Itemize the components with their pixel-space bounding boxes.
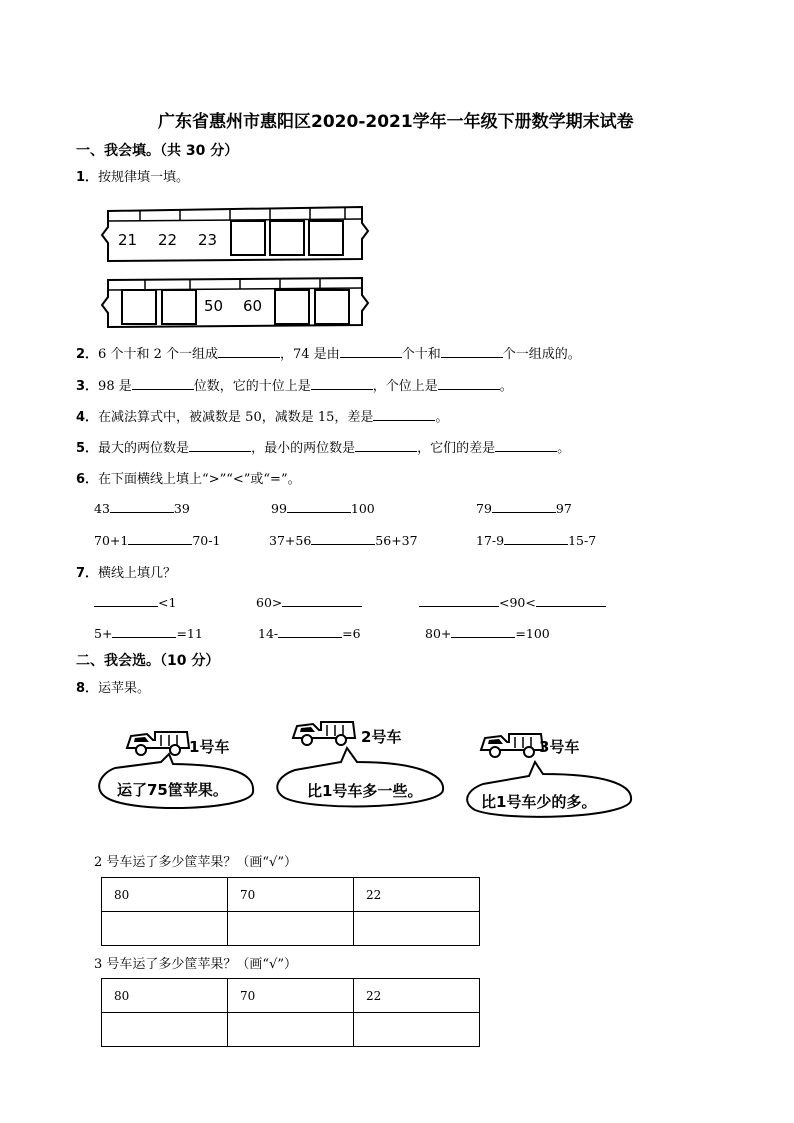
question-text: 。 bbox=[435, 410, 449, 425]
question-number: 1． bbox=[76, 170, 99, 185]
compare-right: 56+37 bbox=[375, 533, 418, 548]
question-4 bbox=[76, 406, 448, 425]
compare-item bbox=[476, 500, 572, 516]
fill-text: <90< bbox=[499, 595, 536, 610]
compare-item bbox=[94, 500, 190, 516]
question-3 bbox=[76, 375, 513, 394]
compare-left: 43 bbox=[94, 501, 110, 516]
strip-number: 60 bbox=[243, 297, 263, 315]
section-2-heading: 二、我会选。（10 分） bbox=[76, 653, 220, 669]
page-title: 广东省惠州市惠阳区2020-2021学年一年级下册数学期末试卷 bbox=[158, 112, 634, 132]
question-number: 6． bbox=[76, 472, 99, 487]
sub-question-1: 2 号车运了多少筐苹果？（画“√”） bbox=[94, 855, 297, 870]
check-cell[interactable] bbox=[228, 912, 354, 946]
answer-blank[interactable] bbox=[504, 532, 568, 545]
option-cell: 80 bbox=[102, 979, 228, 1013]
question-text: ，个位上是 bbox=[372, 379, 438, 394]
compare-left: 79 bbox=[476, 501, 492, 516]
fill-text: =11 bbox=[176, 626, 203, 641]
fill-item bbox=[258, 625, 361, 641]
fill-text: 80+ bbox=[425, 626, 452, 641]
answer-blank[interactable] bbox=[189, 439, 251, 452]
answer-blank[interactable] bbox=[340, 345, 402, 358]
question-text: ，它们的差是 bbox=[417, 441, 496, 456]
compare-item bbox=[476, 532, 596, 548]
compare-right: 39 bbox=[173, 501, 190, 516]
speech-text: 比1号车多一些。 bbox=[307, 782, 423, 800]
check-cell[interactable] bbox=[102, 1013, 228, 1047]
truck-3-icon bbox=[481, 734, 543, 757]
question-text: 个一组成的。 bbox=[502, 347, 581, 362]
question-number: 5． bbox=[76, 441, 99, 456]
answer-box[interactable] bbox=[309, 221, 343, 255]
question-8 bbox=[76, 677, 150, 696]
answer-blank[interactable] bbox=[492, 500, 556, 513]
compare-right: 100 bbox=[350, 501, 375, 516]
fill-text: 60> bbox=[256, 595, 283, 610]
fill-item bbox=[425, 625, 550, 641]
truck-1-icon bbox=[127, 732, 189, 755]
compare-left: 70+1 bbox=[94, 533, 129, 548]
question-1 bbox=[76, 166, 189, 185]
question-2 bbox=[76, 343, 581, 362]
compare-item bbox=[271, 500, 375, 516]
question-text: 98 是 bbox=[98, 379, 132, 394]
truck-label: 2号车 bbox=[361, 728, 402, 746]
strip-number: 22 bbox=[158, 231, 178, 249]
fill-text: =6 bbox=[342, 626, 361, 641]
answer-blank[interactable] bbox=[94, 594, 158, 607]
strip-number: 23 bbox=[198, 231, 218, 249]
answer-blank[interactable] bbox=[132, 377, 194, 390]
choice-table-2 bbox=[101, 978, 480, 1047]
compare-right: 15-7 bbox=[568, 533, 597, 548]
question-number: 2． bbox=[76, 347, 99, 362]
question-number: 4． bbox=[76, 410, 99, 425]
question-text: 6 个十和 2 个一组成 bbox=[98, 347, 218, 362]
answer-blank[interactable] bbox=[441, 345, 503, 358]
number-strip-2 bbox=[100, 275, 370, 331]
question-text: 位数，它的十位上是 bbox=[193, 379, 311, 394]
option-cell: 80 bbox=[102, 878, 228, 912]
answer-box[interactable] bbox=[275, 290, 309, 324]
compare-item bbox=[269, 532, 418, 548]
check-cell[interactable] bbox=[102, 912, 228, 946]
fill-text: =100 bbox=[515, 626, 550, 641]
question-6 bbox=[76, 468, 301, 487]
answer-blank[interactable] bbox=[419, 594, 499, 607]
compare-item bbox=[94, 532, 220, 548]
question-number: 7． bbox=[76, 566, 99, 581]
option-cell: 22 bbox=[354, 979, 480, 1013]
compare-right: 70-1 bbox=[192, 533, 221, 548]
strip-number: 21 bbox=[118, 231, 138, 249]
speech-text: 比1号车少的多。 bbox=[481, 793, 597, 811]
answer-blank[interactable] bbox=[128, 532, 192, 545]
compare-right: 97 bbox=[555, 501, 572, 516]
answer-box[interactable] bbox=[315, 290, 349, 324]
compare-left: 37+56 bbox=[269, 533, 312, 548]
section-1-heading: 一、我会填。（共 30 分） bbox=[76, 143, 239, 159]
question-text: 在减法算式中，被减数是 50，减数是 15，差是 bbox=[98, 410, 374, 425]
answer-blank[interactable] bbox=[373, 408, 435, 421]
compare-left: 17-9 bbox=[476, 533, 505, 548]
option-cell: 70 bbox=[228, 878, 354, 912]
answer-box[interactable] bbox=[122, 290, 156, 324]
answer-box[interactable] bbox=[231, 221, 265, 255]
answer-blank[interactable] bbox=[311, 532, 375, 545]
fill-item bbox=[419, 594, 606, 610]
answer-blank[interactable] bbox=[355, 439, 417, 452]
question-text: 在下面横线上填上“>”“<”或“=”。 bbox=[98, 472, 301, 487]
question-text: 。 bbox=[557, 441, 571, 456]
truck-label: 3号车 bbox=[539, 738, 580, 756]
check-cell[interactable] bbox=[228, 1013, 354, 1047]
question-number: 8． bbox=[76, 681, 99, 696]
answer-box[interactable] bbox=[162, 290, 196, 324]
sub-question-2: 3 号车运了多少筐苹果？（画“√”） bbox=[94, 957, 297, 972]
trucks-illustration bbox=[95, 710, 655, 830]
fill-text: 5+ bbox=[94, 626, 113, 641]
answer-blank[interactable] bbox=[282, 594, 362, 607]
fill-text: <1 bbox=[158, 595, 177, 610]
answer-box[interactable] bbox=[270, 221, 304, 255]
answer-blank[interactable] bbox=[311, 377, 373, 390]
question-text: ，最小的两位数是 bbox=[251, 441, 356, 456]
question-text: 。 bbox=[499, 379, 513, 394]
answer-blank[interactable] bbox=[495, 439, 557, 452]
answer-blank[interactable] bbox=[438, 377, 500, 390]
answer-blank[interactable] bbox=[112, 625, 176, 638]
question-text: 运苹果。 bbox=[98, 681, 151, 696]
question-text: 个十和 bbox=[401, 347, 441, 362]
fill-item bbox=[256, 594, 362, 610]
compare-left: 99 bbox=[271, 501, 287, 516]
answer-blank[interactable] bbox=[218, 345, 280, 358]
fill-item bbox=[94, 594, 176, 610]
answer-blank[interactable] bbox=[451, 625, 515, 638]
answer-blank[interactable] bbox=[536, 594, 606, 607]
question-text: 按规律填一填。 bbox=[98, 170, 190, 185]
answer-blank[interactable] bbox=[110, 500, 174, 513]
question-text: 横线上填几？ bbox=[98, 566, 177, 581]
question-text: 最大的两位数是 bbox=[98, 441, 190, 456]
question-text: ，74 是由 bbox=[280, 347, 340, 362]
question-5 bbox=[76, 437, 570, 456]
truck-label: 1号车 bbox=[189, 738, 230, 756]
option-cell: 22 bbox=[354, 878, 480, 912]
check-cell[interactable] bbox=[354, 1013, 480, 1047]
question-7 bbox=[76, 562, 176, 581]
option-cell: 70 bbox=[228, 979, 354, 1013]
answer-blank[interactable] bbox=[287, 500, 351, 513]
speech-text: 运了75筐苹果。 bbox=[117, 781, 228, 799]
choice-table-1 bbox=[101, 877, 480, 946]
number-strip-1 bbox=[100, 203, 370, 263]
fill-item bbox=[94, 625, 203, 641]
check-cell[interactable] bbox=[354, 912, 480, 946]
truck-2-icon bbox=[293, 722, 355, 745]
question-number: 3． bbox=[76, 379, 99, 394]
fill-text: 14- bbox=[258, 626, 279, 641]
answer-blank[interactable] bbox=[278, 625, 342, 638]
strip-number: 50 bbox=[204, 297, 224, 315]
